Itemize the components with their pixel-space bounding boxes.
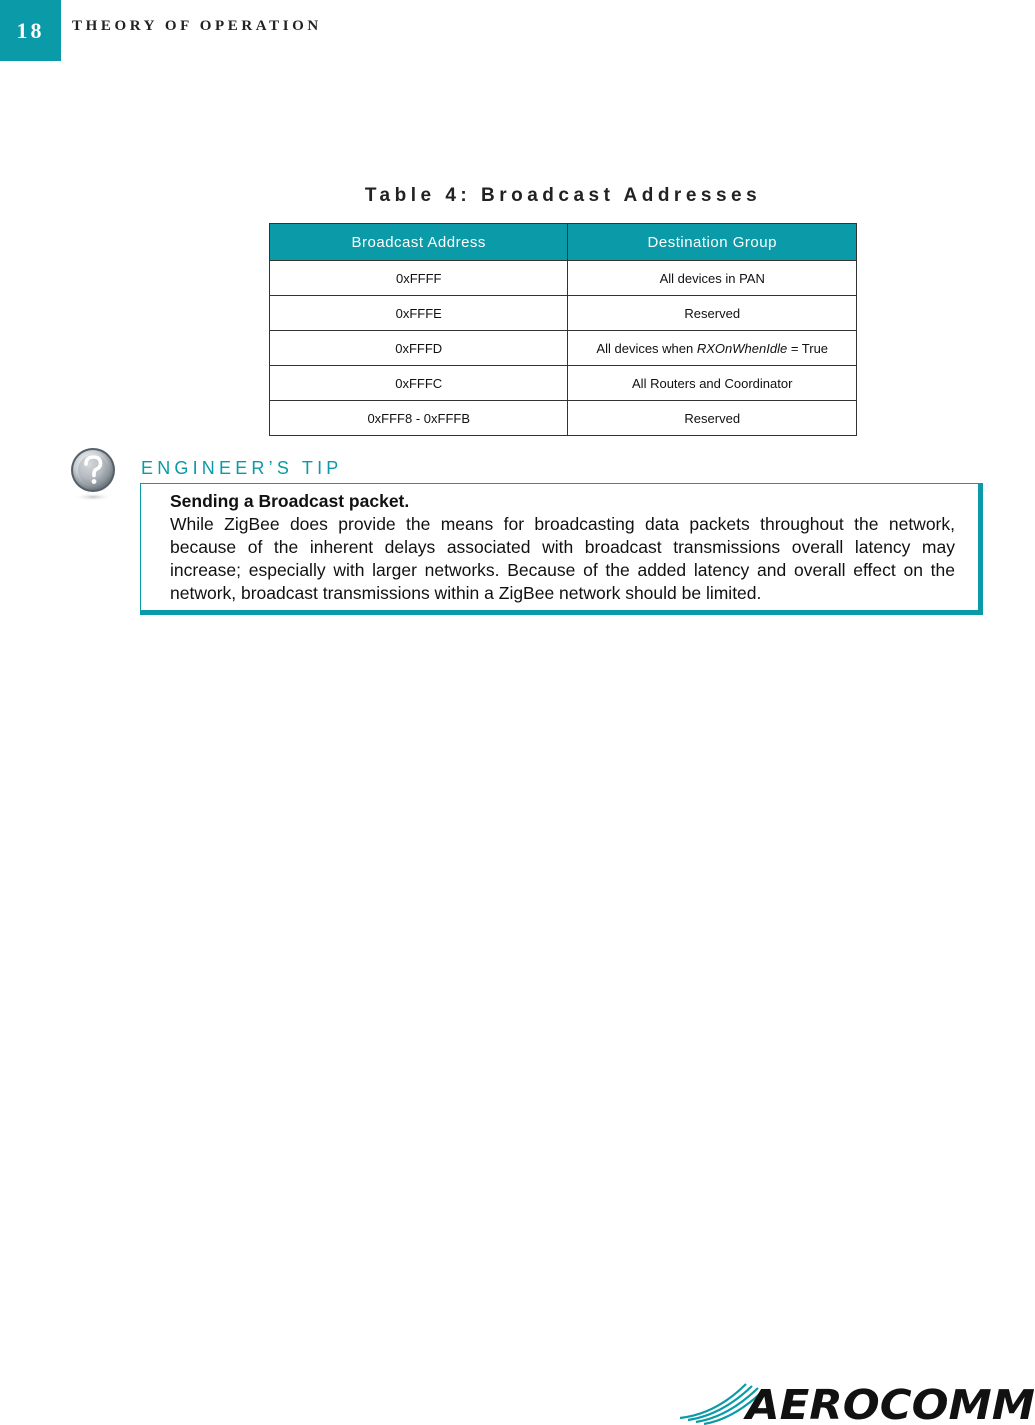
group-cell: All Routers and Coordinator bbox=[568, 366, 857, 401]
table-row bbox=[270, 366, 857, 401]
group-cell: Reserved bbox=[568, 401, 857, 436]
table-header-row bbox=[270, 224, 857, 261]
group-cell bbox=[568, 331, 857, 366]
table-row bbox=[270, 261, 857, 296]
column-header-destination-group: Destination Group bbox=[568, 224, 857, 261]
engineers-tip-heading: ENGINEER’S TIP bbox=[141, 458, 343, 478]
aerocomm-logo bbox=[676, 1374, 1035, 1425]
engineers-tip-box bbox=[140, 483, 983, 615]
section-title: THEORY OF OPERATION bbox=[72, 18, 322, 34]
table-row bbox=[270, 401, 857, 436]
tip-text bbox=[170, 490, 955, 605]
group-suffix: = True bbox=[787, 340, 829, 356]
table-caption: Table 4: Broadcast Addresses bbox=[364, 185, 762, 206]
address-cell: 0xFFFF bbox=[270, 261, 568, 296]
broadcast-address-table bbox=[269, 223, 857, 436]
column-header-broadcast-address: Broadcast Address bbox=[270, 224, 568, 261]
tip-body: While ZigBee does provide the means for broadcasting data packets throughout the network, because of the inherent delays associated with broadcast transmissions overall latency may increase; especially with larger networks. Because of the added latency and overall effect on the network, broadcast transmissions within a ZigBee network should be limited. bbox=[170, 514, 955, 603]
group-cell: All devices in PAN bbox=[568, 261, 857, 296]
table-row bbox=[270, 331, 857, 366]
tip-title: Sending a Broadcast packet. bbox=[170, 491, 410, 511]
group-italic-term: RXOnWhenIdle bbox=[696, 340, 788, 356]
table-row bbox=[270, 296, 857, 331]
address-cell: 0xFFFE bbox=[270, 296, 568, 331]
page-number: 18 bbox=[0, 0, 61, 61]
question-icon bbox=[68, 446, 118, 502]
group-cell: Reserved bbox=[568, 296, 857, 331]
logo-text: AEROCOMM bbox=[742, 1381, 1035, 1425]
address-cell: 0xFFF8 - 0xFFFB bbox=[270, 401, 568, 436]
address-cell: 0xFFFC bbox=[270, 366, 568, 401]
address-cell: 0xFFFD bbox=[270, 331, 568, 366]
group-prefix: All devices when bbox=[596, 340, 697, 356]
